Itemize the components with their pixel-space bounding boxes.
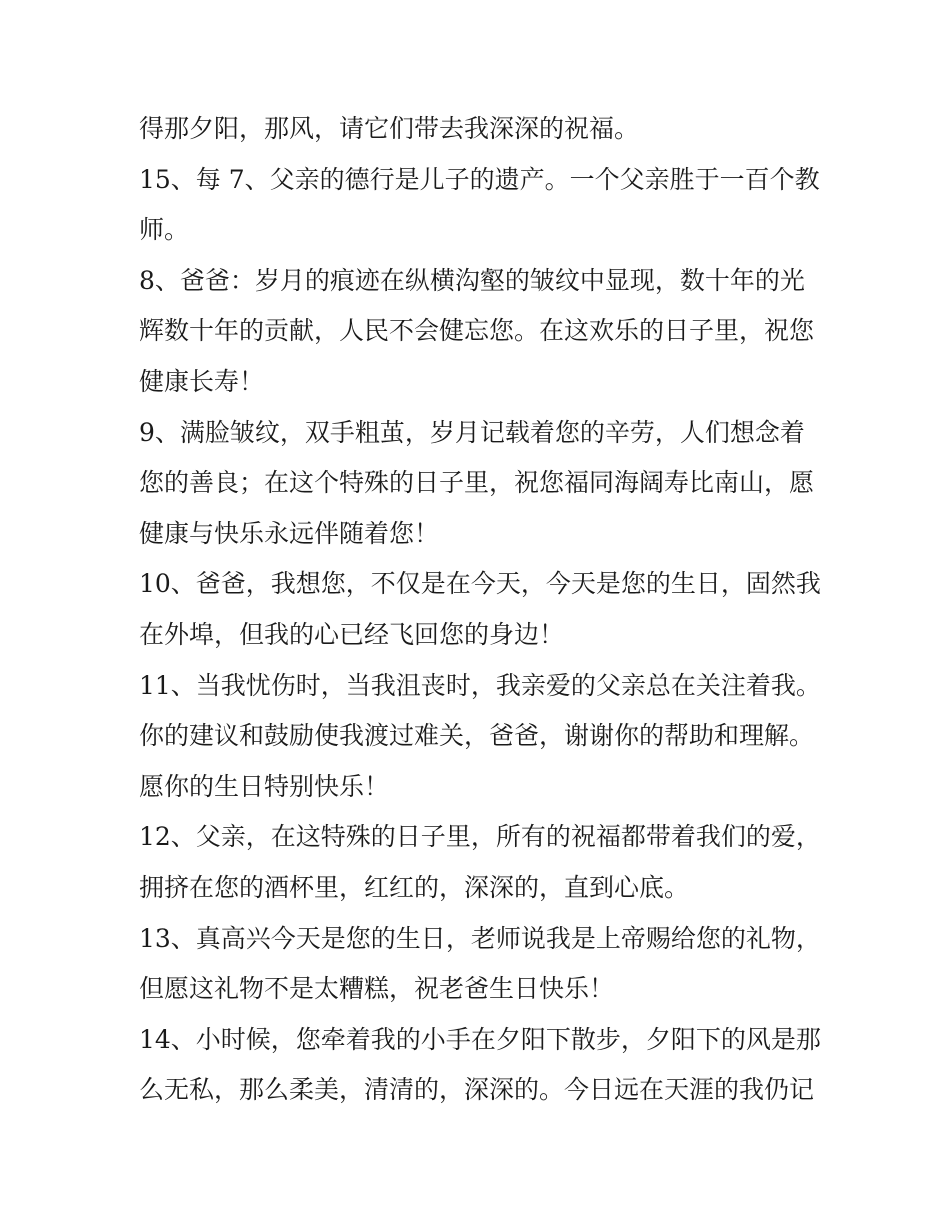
text-line: 拥挤在您的酒杯里，红红的，深深的，直到心底。 <box>139 872 690 902</box>
text-line: 么无私，那么柔美，清清的，深深的。今日远在天涯的我仍记 <box>139 1075 815 1105</box>
text-line: 8、爸爸：岁月的痕迹在纵横沟壑的皱纹中显现，数十年的光 <box>139 265 805 295</box>
document-text <box>139 104 829 1116</box>
text-line: 得那夕阳，那风，请它们带去我深深的祝福。 <box>139 114 640 143</box>
text-line: 11、当我忧伤时，当我沮丧时，我亲爱的父亲总在关注着我。 <box>139 670 821 700</box>
text-line: 但愿这礼物不是太糟糕，祝老爸生日快乐！ <box>139 974 615 1004</box>
text-line: 12、父亲，在这特殊的日子里，所有的祝福都带着我们的爱， <box>139 822 821 852</box>
text-line: 愿你的生日特别快乐！ <box>139 771 390 801</box>
text-line: 15、每 7、父亲的德行是儿子的遗产。一个父亲胜于一百个教 <box>139 164 820 194</box>
text-line: 13、真高兴今天是您的生日，老师说我是上帝赐给您的礼物， <box>139 923 821 953</box>
text-line: 辉数十年的贡献，人民不会健忘您。在这欢乐的日子里，祝您 <box>139 316 815 346</box>
text-line: 您的善良；在这个特殊的日子里，祝您福同海阔寿比南山，愿 <box>139 468 815 498</box>
text-line: 你的建议和鼓励使我渡过难关，爸爸，谢谢你的帮助和理解。 <box>139 721 815 751</box>
text-line: 9、满脸皱纹，双手粗茧，岁月记载着您的辛劳，人们想念着 <box>139 417 805 447</box>
text-line: 10、爸爸，我想您，不仅是在今天，今天是您的生日，固然我 <box>139 569 821 599</box>
text-line: 在外埠，但我的心已经飞回您的身边！ <box>139 619 565 649</box>
text-line: 健康与快乐永远伴随着您！ <box>139 518 440 548</box>
text-line: 14、小时候，您牵着我的小手在夕阳下散步，夕阳下的风是那 <box>139 1024 821 1054</box>
text-line: 健康长寿！ <box>139 366 265 396</box>
text-line: 师。 <box>139 215 190 245</box>
